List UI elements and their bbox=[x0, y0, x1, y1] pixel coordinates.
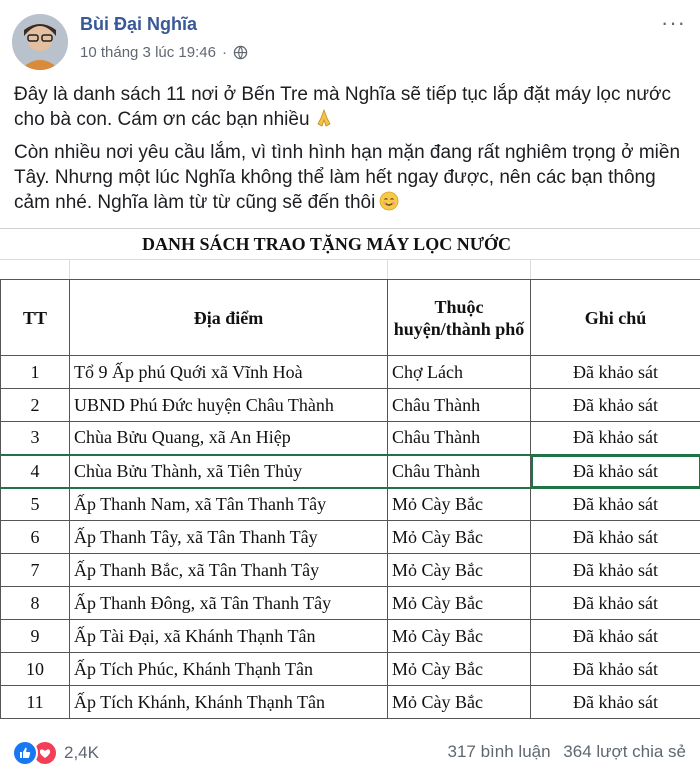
cell-tt: 5 bbox=[1, 488, 70, 521]
post-timestamp[interactable]: 10 tháng 3 lúc 19:46 bbox=[80, 44, 216, 61]
header-tt: TT bbox=[1, 280, 70, 356]
cell-district: Mỏ Cày Bắc bbox=[388, 620, 531, 653]
praying-hands-icon bbox=[314, 108, 334, 128]
table-row bbox=[1, 587, 700, 620]
post-paragraph-2-text: Còn nhiều nơi yêu cầu lắm, vì tình hình hạn mặn đang rất nghiêm trọng ở miền Tây. Nhưng một lúc Nghĩa không thể làm hết ngay được, nên các bạn thông cảm nhé. Nghĩa làm từ từ cũng sẽ đến thôi bbox=[14, 142, 681, 213]
grid-line bbox=[387, 259, 388, 279]
reaction-count: 2,4K bbox=[64, 743, 99, 762]
meta-separator: · bbox=[221, 44, 227, 61]
donation-table bbox=[0, 279, 700, 719]
reactions-summary[interactable] bbox=[12, 740, 99, 766]
table-row bbox=[1, 521, 700, 554]
table-row bbox=[1, 422, 700, 455]
table-body bbox=[1, 356, 700, 719]
table-row bbox=[1, 554, 700, 587]
post-paragraph-2 bbox=[14, 140, 690, 215]
grid-line bbox=[530, 259, 531, 279]
cell-note: Đã khảo sát bbox=[531, 488, 700, 521]
cell-note: Đã khảo sát bbox=[531, 521, 700, 554]
cell-location: Ấp Thanh Tây, xã Tân Thanh Tây bbox=[70, 521, 388, 554]
smiling-face-icon bbox=[379, 191, 399, 211]
header-location: Địa điểm bbox=[70, 280, 388, 356]
cell-tt: 8 bbox=[1, 587, 70, 620]
cell-tt: 9 bbox=[1, 620, 70, 653]
cell-district: Mỏ Cày Bắc bbox=[388, 686, 531, 719]
cell-location: Ấp Tích Phúc, Khánh Thạnh Tân bbox=[70, 653, 388, 686]
cell-note: Đã khảo sát bbox=[531, 422, 700, 455]
table-row bbox=[1, 356, 700, 389]
cell-location: Ấp Tài Đại, xã Khánh Thạnh Tân bbox=[70, 620, 388, 653]
share-count[interactable]: 364 lượt chia sẻ bbox=[563, 742, 686, 761]
cell-note: Đã khảo sát bbox=[531, 620, 700, 653]
cell-tt: 4 bbox=[1, 455, 70, 488]
grid-line bbox=[69, 259, 70, 279]
table-row bbox=[1, 488, 700, 521]
cell-note: Đã khảo sát bbox=[531, 554, 700, 587]
cell-tt: 10 bbox=[1, 653, 70, 686]
cell-note: Đã khảo sát bbox=[531, 686, 700, 719]
table-row bbox=[1, 686, 700, 719]
like-icon bbox=[12, 740, 38, 766]
cell-district: Châu Thành bbox=[388, 389, 531, 422]
cell-tt: 6 bbox=[1, 521, 70, 554]
post-text bbox=[14, 82, 690, 223]
table-row bbox=[1, 620, 700, 653]
cell-tt: 2 bbox=[1, 389, 70, 422]
more-icon[interactable]: ··· bbox=[661, 10, 686, 35]
cell-district: Châu Thành bbox=[388, 455, 531, 488]
post-footer bbox=[12, 736, 688, 766]
sheet-title: DANH SÁCH TRAO TẶNG MÁY LỌC NƯỚC bbox=[142, 234, 512, 254]
cell-tt: 1 bbox=[1, 356, 70, 389]
comment-count[interactable]: 317 bình luận bbox=[447, 742, 551, 761]
post-meta bbox=[80, 44, 248, 61]
cell-location: Ấp Thanh Nam, xã Tân Thanh Tây bbox=[70, 488, 388, 521]
table-header-row bbox=[1, 280, 700, 356]
cell-location: Ấp Tích Khánh, Khánh Thạnh Tân bbox=[70, 686, 388, 719]
cell-tt: 3 bbox=[1, 422, 70, 455]
cell-location: UBND Phú Đức huyện Châu Thành bbox=[70, 389, 388, 422]
engagement-counts bbox=[440, 742, 686, 762]
author-name[interactable]: Bùi Đại Nghĩa bbox=[80, 14, 198, 34]
table-row bbox=[1, 653, 700, 686]
avatar-image bbox=[12, 14, 68, 70]
thumbs-up-glyph bbox=[14, 742, 36, 764]
header-district: Thuộc huyện/thành phố bbox=[388, 280, 531, 356]
cell-district: Mỏ Cày Bắc bbox=[388, 488, 531, 521]
cell-location: Ấp Thanh Đông, xã Tân Thanh Tây bbox=[70, 587, 388, 620]
cell-location: Chùa Bửu Thành, xã Tiên Thủy bbox=[70, 455, 388, 488]
post-paragraph-1-text: Đây là danh sách 11 nơi ở Bến Tre mà Nghĩa sẽ tiếp tục lắp đặt máy lọc nước cho bà con. Cám ơn các bạn nhiều bbox=[14, 84, 672, 130]
avatar[interactable] bbox=[12, 14, 68, 70]
table-row bbox=[1, 389, 700, 422]
cell-district: Chợ Lách bbox=[388, 356, 531, 389]
cell-location: Ấp Thanh Bắc, xã Tân Thanh Tây bbox=[70, 554, 388, 587]
cell-note: Đã khảo sát bbox=[531, 356, 700, 389]
post-paragraph-1 bbox=[14, 82, 690, 132]
cell-location: Tổ 9 Ấp phú Quới xã Vĩnh Hoà bbox=[70, 356, 388, 389]
cell-district: Mỏ Cày Bắc bbox=[388, 653, 531, 686]
cell-tt: 7 bbox=[1, 554, 70, 587]
cell-note: Đã khảo sát bbox=[531, 653, 700, 686]
cell-note: Đã khảo sát bbox=[531, 587, 700, 620]
cell-location: Chùa Bửu Quang, xã An Hiệp bbox=[70, 422, 388, 455]
cell-district: Mỏ Cày Bắc bbox=[388, 554, 531, 587]
cell-district: Châu Thành bbox=[388, 422, 531, 455]
cell-tt: 11 bbox=[1, 686, 70, 719]
post-header bbox=[12, 10, 688, 70]
globe-icon[interactable] bbox=[233, 45, 248, 60]
spreadsheet-image[interactable] bbox=[0, 228, 700, 723]
selected-cell-note: Đã khảo sát bbox=[531, 455, 700, 488]
cell-district: Mỏ Cày Bắc bbox=[388, 587, 531, 620]
cell-district: Mỏ Cày Bắc bbox=[388, 521, 531, 554]
table-row-selected bbox=[1, 455, 700, 488]
cell-note: Đã khảo sát bbox=[531, 389, 700, 422]
header-note: Ghi chú bbox=[531, 280, 700, 356]
grid-line bbox=[0, 259, 700, 260]
